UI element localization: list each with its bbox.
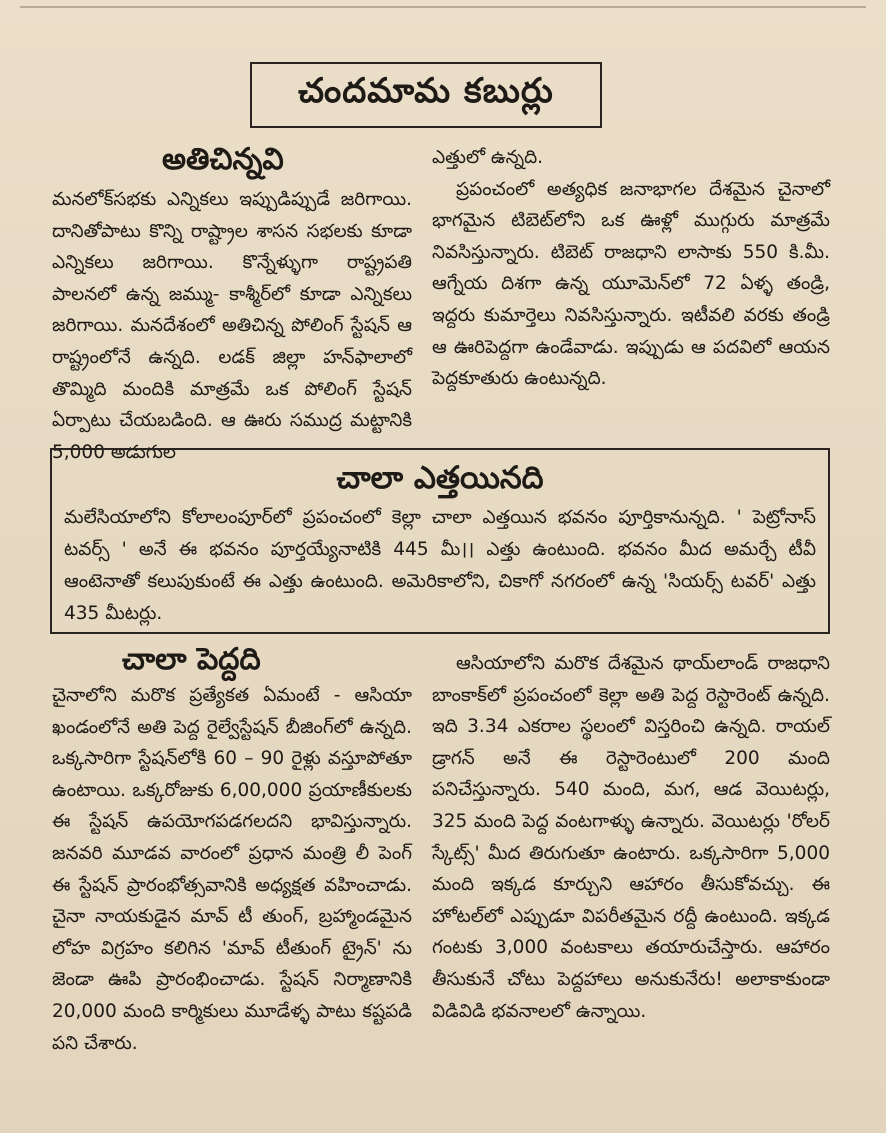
section-heading-tallest: చాలా ఎత్తయినది [336, 460, 544, 496]
section-smallest-right-text-2: ప్రపంచంలో అత్యధిక జనాభాగల దేశమైన చైనాలో భాగమైన టిబెట్‌లోని ఒక ఊళ్లో ముగ్గురు మాత్రమే నివసిస్తున్నారు. టిబెట్ రాజధాని లాసాకు 550 కి.మీ. ఆగ్నేయ దిశగా ఉన్న యూమెన్‌లో 72 ఏళ్ళ తండ్రి, ఇద్దరు కుమార్తెలు నివసిస్తున్నారు. ఇటీవలి వరకు తండ్రి ఆ ఊరిపెద్దగా ఉండేవాడు. ఇప్పుడు ఆ పదవిలో ఆయన పెద్దకూతురు ఉంటున్నది. [432, 178, 830, 390]
section-smallest-left-text: మనలోక్‌సభకు ఎన్నికలు ఇప్పుడిప్పుడే జరిగాయి. దానితోపాటు కొన్ని రాష్ట్రాల శాసన సభలకు కూడా ఎన్నికలు జరిగాయి. కొన్నేళ్ళుగా రాష్ట్రపతి పాలనలో ఉన్న జమ్ము- కాశ్మీర్‌లో కూడా ఎన్నికలు జరిగాయి. మనదేశంలో అతిచిన్న పోలింగ్ స్టేషన్ ఆ రాష్ట్రంలోనే ఉన్నది. లడక్ జిల్లా హన్‌ఫాలాలో తొమ్మిది మందికి మాత్రమే ఒక పోలింగ్ స్టేషన్ ఏర్పాటు చేయబడింది. ఆ ఊరు సముద్ర మట్టానికి 5,000 అడుగుల [52, 189, 412, 463]
section-smallest-right-text-1: ఎత్తులో ఉన్నది. [432, 147, 544, 168]
section-heading-smallest: అతిచిన్నవి [162, 142, 284, 177]
section-smallest-right [432, 142, 830, 395]
top-divider [20, 6, 866, 8]
page-title-box [250, 62, 602, 128]
section-smallest-left [52, 140, 412, 468]
section-heading-biggest: చాలా పెద్దది [122, 642, 261, 677]
section-tallest-text: మలేసియాలోని కోలాలంపూర్‌లో ప్రపంచంలో కెల్లా చాలా ఎత్తయిన భవనం పూర్తికానున్నది. ' పెట్రోనాస్ టవర్స్ ' అనే ఈ భవనం పూర్తయ్యేనాటికి 445 మీ।। ఎత్తు ఉంటుంది. భవనం మీద అమర్చే టీవీ ఆంటెనాతో కలుపుకుంటే ఈ ఎత్తు ఉంటుంది. అమెరికాలోని, చికాగో నగరంలో ఉన్న 'సియర్స్ టవర్' ఎత్తు 435 మీటర్లు. [64, 507, 816, 624]
section-biggest-right [432, 648, 830, 1027]
section-tallest-box [50, 448, 830, 634]
section-biggest-left [52, 640, 412, 1059]
section-biggest-left-text: చైనాలోని మరొక ప్రత్యేకత ఏమంటే - ఆసియా ఖండంలోనే అతి పెద్ద రైల్వేస్టేషన్ బీజింగ్‌లో ఉన్నది. ఒక్కసారిగా స్టేషన్‌లోకి 60 – 90 రైళ్లు వస్తూపోతూ ఉంటాయి. ఒక్కరోజుకు 6,00,000 ప్రయాణీకులకు ఈ స్టేషన్ ఉపయోగపడగలదని భావిస్తున్నారు. జనవరి మూడవ వారంలో ప్రధాన మంత్రి లీ పెంగ్ ఈ స్టేషన్ ప్రారంభోత్సవానికి అధ్యక్షత వహించాడు. చైనా నాయకుడైన మావ్ టీ తుంగ్, బ్రహ్మాండమైన లోహ విగ్రహం కలిగిన 'మావ్ టీతుంగ్ ట్రైన్' ను జెండా ఊపి ప్రారంభించాడు. స్టేషన్ నిర్మాణానికి 20,000 మంది కార్మికులు మూడేళ్ళ పాటు కష్టపడి పని చేశారు. [52, 685, 412, 1054]
page-title: చందమామ కబుర్లు [298, 71, 554, 111]
section-biggest-right-text: ఆసియాలోని మరొక దేశమైన థాయ్‌లాండ్ రాజధాని బాంకాక్‌లో ప్రపంచంలో కెల్లా అతి పెద్ద రెస్టారెంట్ ఉన్నది. ఇది 3.34 ఎకరాల స్థలంలో విస్తరించి ఉన్నది. రాయల్ డ్రాగన్ అనే ఈ రెస్టారెంటులో 200 మంది పనిచేస్తున్నారు. 540 మంది, మగ, ఆడ వెయిటర్లు, 325 మంది పెద్ద వంటగాళ్ళు ఉన్నారు. వెయిటర్లు 'రోలర్ స్కేట్స్' మీద తిరుగుతూ ఉంటారు. ఒక్కసారిగా 5,000 మంది ఇక్కడ కూర్చుని ఆహారం తీసుకోవచ్చు. ఈ హోటల్‌లో ఎప్పుడూ విపరీతమైన రద్దీ ఉంటుంది. ఇక్కడ గంటకు 3,000 వంటకాలు తయారుచేస్తారు. ఆహారం తీసుకునే చోటు పెద్దహాలు అనుకునేరు! అలాకాకుండా విడివిడి భవనాలలో ఉన్నాయి. [432, 653, 830, 1022]
